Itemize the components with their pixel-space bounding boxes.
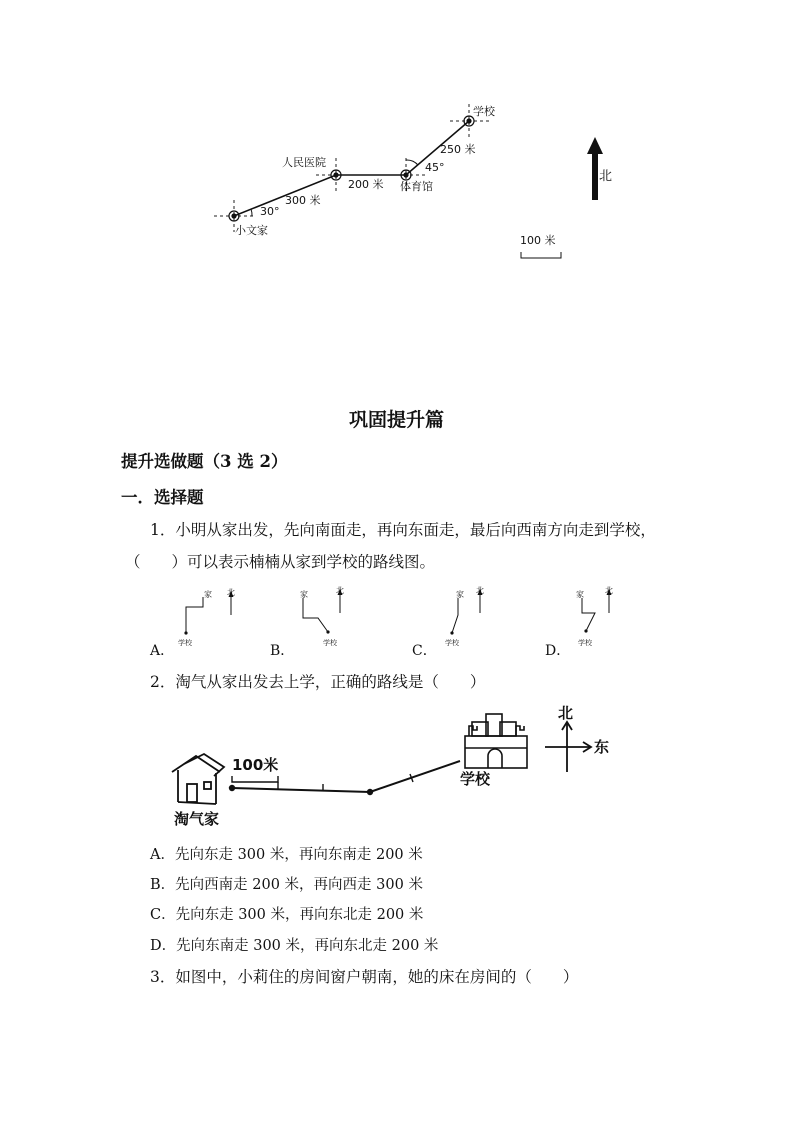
q2-school-label: 学校 xyxy=(460,770,491,788)
route-map-diagram xyxy=(0,0,793,300)
q1-option-c[interactable] xyxy=(412,585,522,660)
school-castle-icon xyxy=(465,714,527,768)
q2-option-d[interactable]: D．先向东南走 300 米，再向东北走 200 米 xyxy=(150,938,439,954)
svg-text:北: 北 xyxy=(336,586,344,595)
map-distance-1: 300 米 xyxy=(285,194,321,207)
q1-route-c xyxy=(412,585,522,660)
map-north-label: 北 xyxy=(599,169,613,184)
section-subtitle: 提升选做题（3 选 2） xyxy=(121,452,288,471)
svg-text:家: 家 xyxy=(300,590,308,599)
svg-text:学校: 学校 xyxy=(578,639,592,647)
svg-text:北: 北 xyxy=(605,586,613,595)
part-heading: 一．选择题 xyxy=(121,488,204,507)
section-title: 巩固提升篇 xyxy=(348,409,444,431)
svg-text:学校: 学校 xyxy=(323,639,337,647)
q2-east-label: 东 xyxy=(594,738,610,756)
q1-route-a xyxy=(150,585,260,660)
q1-option-d[interactable] xyxy=(545,585,655,660)
map-label-hospital: 人民医院 xyxy=(282,156,326,169)
svg-text:家: 家 xyxy=(456,590,464,599)
q1-option-c-label: C． xyxy=(412,643,437,659)
map-label-school: 学校 xyxy=(473,105,495,118)
q1-route-d xyxy=(545,585,655,660)
q2-north-label: 北 xyxy=(558,704,574,722)
q2-route-diagram xyxy=(160,700,640,835)
q1-option-a-label: A． xyxy=(150,643,175,659)
map-distance-2: 200 米 xyxy=(348,178,384,191)
q2-option-c[interactable]: C．先向东走 300 米，再向东北走 200 米 xyxy=(150,907,424,923)
q3-question: 3．如图中，小莉住的房间窗户朝南，她的床在房间的（ ） xyxy=(150,968,579,986)
q2-home-label: 淘气家 xyxy=(174,810,220,828)
map-distance-3: 250 米 xyxy=(440,143,476,156)
svg-text:家: 家 xyxy=(576,590,584,599)
map-label-home: 小文家 xyxy=(235,224,268,237)
house-icon xyxy=(172,754,224,804)
q1-option-b-label: B． xyxy=(270,643,295,659)
q1-option-b[interactable] xyxy=(270,585,380,660)
map-scale-bar xyxy=(521,252,561,258)
q2-question: 2．淘气从家出发去上学，正确的路线是（ ） xyxy=(150,673,486,691)
q2-scale-label: 100米 xyxy=(232,756,279,774)
q1-line2: （ ）可以表示楠楠从家到学校的路线图。 xyxy=(125,553,436,571)
q1-option-a[interactable] xyxy=(150,585,260,660)
map-angle-1: 30° xyxy=(260,205,280,218)
q2-option-a[interactable]: A．先向东走 300 米，再向东南走 200 米 xyxy=(150,847,423,863)
map-label-gym: 体育馆 xyxy=(400,180,433,193)
map-scale-label: 100 米 xyxy=(520,234,556,247)
q1-option-d-label: D． xyxy=(545,643,571,659)
map-angle-2: 45° xyxy=(425,161,445,174)
q2-scale-bracket xyxy=(232,776,278,782)
svg-text:北: 北 xyxy=(227,588,235,597)
q1-line1: 1．小明从家出发，先向南面走，再向东面走，最后向西南方向走到学校， xyxy=(150,521,656,539)
q2-option-b[interactable]: B．先向西南走 200 米，再向西走 300 米 xyxy=(150,877,423,893)
compass-icon xyxy=(545,722,591,772)
svg-text:北: 北 xyxy=(476,586,484,595)
svg-text:学校: 学校 xyxy=(445,639,459,647)
svg-text:学校: 学校 xyxy=(178,639,192,647)
svg-text:家: 家 xyxy=(204,590,212,599)
q1-route-b xyxy=(270,585,380,660)
